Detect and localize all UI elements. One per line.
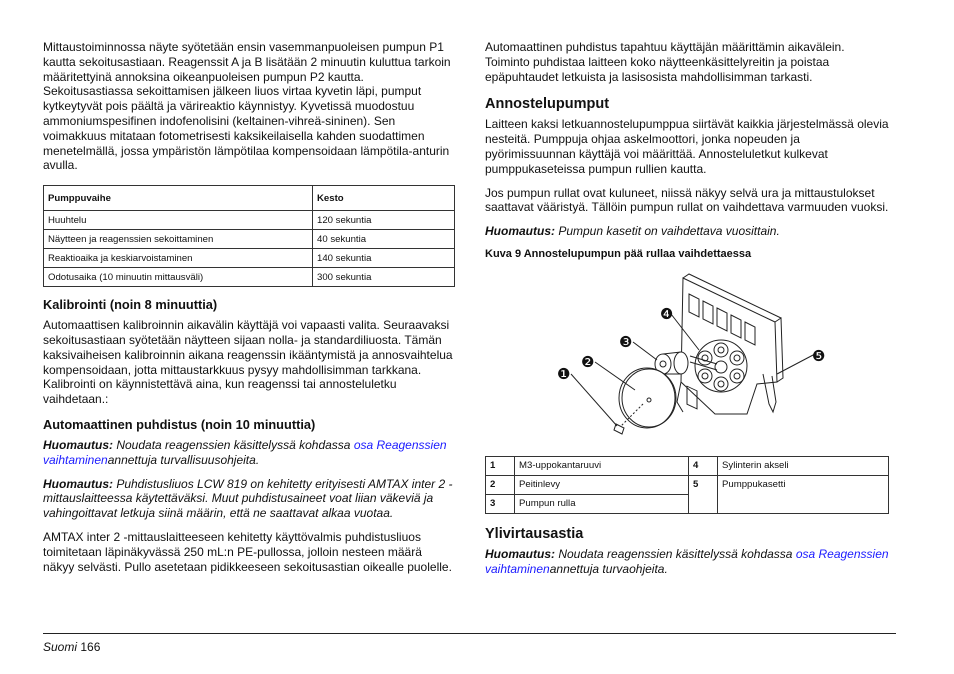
note-text: Noudata reagenssien käsittelyssä kohdassa xyxy=(555,546,796,561)
table-cell: 40 sekuntia xyxy=(313,230,455,249)
left-column xyxy=(43,40,455,583)
callout-4: ❹ xyxy=(660,304,674,323)
figure-caption: Kuva 9 Annostelupumpun pää rullaa vaihdettaessa xyxy=(485,247,752,260)
table-cell: 120 sekuntia xyxy=(313,211,455,230)
footer-language: Suomi xyxy=(43,640,78,654)
legend-label: Pumppukasetti xyxy=(718,475,889,513)
legend-number: 5 xyxy=(689,475,718,513)
note-cleaning-solution xyxy=(43,477,455,521)
legend-label: M3-uppokantaruuvi xyxy=(515,456,689,475)
note-label: Huomautus: xyxy=(43,476,113,491)
table-cell: Huuhtelu xyxy=(44,211,313,230)
right-column xyxy=(485,40,890,586)
legend-number: 1 xyxy=(486,456,515,475)
note-text: Puhdistusliuos LCW 819 on kehitetty erityisesti AMTAX inter 2 -mittauslaitteessa käytettäväksi. Muut puhdistusaineet voat liian väkeviä ja vahingoittavat letkuja siinä määrin, että ne saattavat alkaa vuotaa. xyxy=(43,476,453,521)
intro-paragraph: Mittaustoiminnossa näyte syötetään ensin vasemmanpuoleisen pumpun P1 kautta sekoitusastiaan. Reagenssit A ja B lisätään 2 minuutin kuluttua tarkoin määritettyinä annoksina oikeanpuoleisen pumpun P2 kautta. Sekoitusastiassa sekoittamisen jälkeen liuos virtaa kyvetin läpi, pumput kytkeytyvät pois päältä ja värireaktio käynnistyy. Kyvetissä muodostuu ammoniumspesifinen indofenolisini (keltainen-vihreä-sininen). Sen voimakkuus mitataan fotometrisesti kaksikeilaisella kahden suodattimen menetelmällä, jossa ympäristön lämpötilaa kompensoidaan lämpötila-anturin avulla. xyxy=(43,40,451,173)
legend-number: 2 xyxy=(486,475,515,494)
legend-row xyxy=(486,456,889,475)
legend-label: Peitinlevy xyxy=(515,475,689,494)
legend-row xyxy=(486,475,889,494)
overflow-vessel-heading: Ylivirtausastia xyxy=(485,525,584,542)
table-cell: Reaktioaika ja keskiarvoistaminen xyxy=(44,249,313,268)
note-overflow-safety xyxy=(485,547,890,577)
callout-5: ❺ xyxy=(812,346,826,365)
table-header: Pumppuvaihe xyxy=(44,186,313,211)
table-row xyxy=(44,230,455,249)
legend-number: 3 xyxy=(486,494,515,513)
calibration-paragraph: Automaattisen kalibroinnin aikavälin käyttäjä voi vapaasti valita. Seuraavaksi sekoitusastiaan syötetään näytteen sijaan nolla- ja standardiliuosta. Tämän kaksivaiheisen kalibroinnin aikana reagenssin ikääntymistä ja annosvaihtelua kompensoidaan, jotta mittaustarkkuus pysyy mahdollisimman tarkkana. Kalibrointi on käynnistettävä aina, kun reagenssi tai annosteluletku vaihdetaan.: xyxy=(43,318,453,407)
calibration-heading: Kalibrointi (noin 8 minuuttia) xyxy=(43,297,218,313)
note-cassettes xyxy=(485,224,890,239)
dosing-pumps-paragraph-1: Laitteen kaksi letkuannostelupumppua siirtävät kaikkia järjestelmässä olevia nesteitä. Pumppuja ohjaa askelmoottori, jonka nopeuden ja pyörimissuunnan käyttäjä voi määrittää. Annosteluletkut kulkevat pumppukaseteissa pumpun rullien kautta. xyxy=(485,117,889,176)
note-label: Huomautus: xyxy=(43,437,113,452)
link-reagent-change[interactable]: osa Reagenssien vaihtaminen xyxy=(43,437,447,467)
auto-cleaning-heading: Automaattinen puhdistus (noin 10 minuuttia) xyxy=(43,416,316,432)
table-cell: 140 sekuntia xyxy=(313,249,455,268)
page-number: 166 xyxy=(80,640,101,654)
table-cell: Odotusaika (10 minuutin mittausväli) xyxy=(44,268,313,287)
table-header: Kesto xyxy=(313,186,455,211)
callout-2: ❷ xyxy=(581,352,595,371)
table-cell: Näytteen ja reagenssien sekoittaminen xyxy=(44,230,313,249)
auto-cleaning-paragraph: Automaattinen puhdistus tapahtuu käyttäjän määrittämin aikavälein. Toiminto puhdistaa laitteen koko näytteenkäsittelyreitin ja poistaa epäpuhtaudet letkuista ja lasisosista mahdollisimman tarkasti. xyxy=(485,40,845,84)
legend-number: 4 xyxy=(689,456,718,475)
table-cell: 300 sekuntia xyxy=(313,268,455,287)
footer-divider xyxy=(43,633,896,634)
link-reagent-change[interactable]: osa Reagenssien vaihtaminen xyxy=(485,546,889,576)
dosing-pumps-paragraph-2: Jos pumpun rullat ovat kuluneet, niissä näkyy selvä ura ja mittaustulokset saattavat vääristyä. Tällöin pumpun rullat on vaihdettava varmuuden vuoksi. xyxy=(485,185,889,215)
note-label: Huomautus: xyxy=(485,546,555,561)
note-text: annettuja turvaohjeita. xyxy=(549,561,668,576)
note-text: annettuja turvallisuusohjeita. xyxy=(107,452,260,467)
note-reagent-safety xyxy=(43,438,455,468)
callout-3: ❸ xyxy=(619,332,633,351)
table-row xyxy=(44,249,455,268)
note-text: Pumpun kasetit on vaihdettava vuosittain. xyxy=(555,224,780,239)
legend-label: Sylinterin akseli xyxy=(718,456,889,475)
pump-head-figure xyxy=(485,264,890,444)
page-footer xyxy=(43,640,100,654)
note-text: Noudata reagenssien käsittelyssä kohdassa xyxy=(113,437,354,452)
table-header-row xyxy=(44,186,455,211)
amtax-paragraph: AMTAX inter 2 -mittauslaitteeseen kehitetty käyttövalmis puhdistusliuos toimitetaan läpinäkyvässä 250 mL:n PE-pullossa, jolloin nesteen määrä näkyy selvästi. Pullo asetetaan pidikkeeseen sekoitusastian oikealle puolelle. xyxy=(43,529,452,574)
pump-phase-table xyxy=(43,185,455,287)
table-row xyxy=(44,268,455,287)
legend-label: Pumpun rulla xyxy=(515,494,689,513)
note-label: Huomautus: xyxy=(485,224,555,239)
table-row xyxy=(44,211,455,230)
pump-head-illustration xyxy=(485,264,890,444)
dosing-pumps-heading: Annostelupumput xyxy=(485,96,610,113)
figure-legend xyxy=(485,456,889,514)
callout-1: ❶ xyxy=(557,364,571,383)
